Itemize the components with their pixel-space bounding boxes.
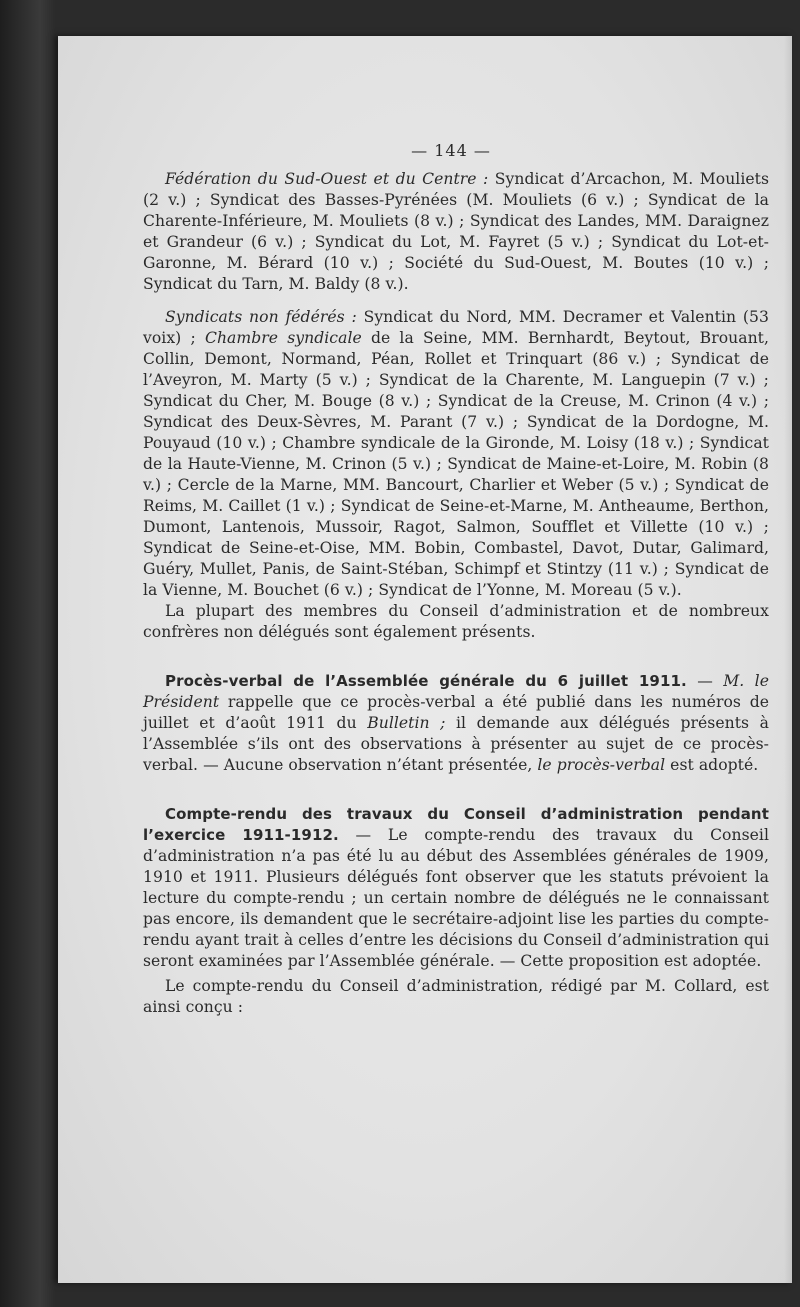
proces-verbal-paragraph bbox=[143, 671, 769, 776]
federation-paragraph bbox=[143, 169, 769, 295]
page-edge-shadow bbox=[784, 36, 792, 1283]
proces-verbal-adopted-italic: le procès-verbal bbox=[537, 756, 666, 774]
page-number: — 144 — bbox=[411, 141, 491, 160]
page-text-block bbox=[143, 140, 769, 1030]
proces-verbal-heading: Procès-verbal de l’Assemblée générale du 6 juillet 1911. bbox=[165, 672, 687, 690]
federation-heading: Fédération du Sud-Ouest et du Centre : bbox=[165, 170, 489, 188]
bulletin-label: Bulletin ; bbox=[367, 714, 446, 732]
proces-verbal-dash: — bbox=[686, 672, 724, 690]
compte-rendu-paragraph bbox=[143, 804, 769, 972]
proces-verbal-text-c: est adopté. bbox=[665, 756, 759, 774]
compte-rendu-text: — Le compte-rendu des travaux du Conseil d’administration n’a pas été lu au début des Assemblées générales de 1909, 1910 et 1911. Plusieurs délégués font observer que les statuts prévoient la lecture du compte-rendu ; un certain nombre de délégués ne le connaissant pas encore, ils demandent que le secrétaire-adjoint lise les parties du compte-rendu ayant trait à celles d’entre les décisions du Conseil d’administration qui seront examinées par l’Assemblée générale. — Cette proposition est adoptée. bbox=[143, 826, 769, 970]
chambre-syndicale-label: Chambre syndicale bbox=[204, 329, 362, 347]
federation-text: Syndicat d’Arcachon, M. Mouliets (2 v.) ; Syndicat des Basses-Pyrénées (M. Mouliets (6 v.) ; Syndicat de la Charente-Inférieure, M. Mouliets (8 v.) ; Syndicat des Landes, MM. Daraignez et Grandeur (6 v.) ; Syndicat du Lot, M. Fayret (5 v.) ; Syndicat du Lot-et-Garonne, M. Bérard (10 v.) ; Société du Sud-Ouest, M. Boutes (10 v.) ; Syndicat du Tarn, M. Baldy (8 v.). bbox=[143, 170, 770, 293]
president-label: M. le Président bbox=[143, 672, 769, 711]
non-federes-text: Syndicat du Nord, MM. Decramer et Valentin (53 voix) ; bbox=[143, 308, 769, 347]
compte-rendu-closing: Le compte-rendu du Conseil d’administration, rédigé par M. Collard, est ainsi conçu : bbox=[143, 977, 769, 1016]
proces-verbal-text-a: rappelle que ce procès-verbal a été publié dans les numéros de juillet et d’août 1911 du bbox=[143, 693, 769, 732]
presents-paragraph: La plupart des membres du Conseil d’administration et de nombreux confrères non délégués sont également présents. bbox=[143, 602, 769, 641]
compte-rendu-heading: Compte-rendu des travaux du Conseil d’administration pendant l’exercice 1911-1912. bbox=[143, 805, 769, 844]
proces-verbal-text-b: il demande aux délégués présents à l’Assemblée s’ils ont des observations à présenter au sujet de ce procès-verbal. — Aucune observation n’étant présentée, bbox=[143, 714, 769, 774]
non-federes-heading: Syndicats non fédérés : bbox=[165, 308, 357, 326]
non-federes-text-continued: de la Seine, MM. Bernhardt, Beytout, Brouant, Collin, Demont, Normand, Péan, Rollet et Trinquart (86 v.) ; Syndicat de l’Aveyron, M. Marty (5 v.) ; Syndicat de la Charente, M. Languepin (7 v.) ; Syndicat du Cher, M. Bouge (8 v.) ; Syndicat de la Creuse, M. Crinon (4 v.) ; Syndicat des Deux-Sèvres, M. Parant (7 v.) ; Syndicat de la Dordogne, M. Pouyaud (10 v.) ; Chambre syndicale de la Gironde, M. Loisy (18 v.) ; Syndicat de la Haute-Vienne, M. Crinon (5 v.) ; Syndicat de Maine-et-Loire, M. Robin (8 v.) ; Cercle de la Marne, MM. Bancourt, Charlier et Weber (5 v.) ; Syndicat de Reims, M. Caillet (1 v.) ; Syndicat de Seine-et-Marne, M. Antheaume, Berthon, Dumont, Lantenois, Mussoir, Ragot, Salmon, Soufflet et Villette (10 v.) ; Syndicat de Seine-et-Oise, MM. Bobin, Combastel, Davot, Dutar, Galimard, Guéry, Mullet, Panis, de Saint-Stéban, Schimpf et Stintzy (11 v.) ; Syndicat de la Vienne, M. Bouchet (6 v.) ; Syndicat de l’Yonne, M. Moreau (5 v.). bbox=[143, 329, 769, 599]
non-federes-paragraph bbox=[143, 307, 769, 601]
